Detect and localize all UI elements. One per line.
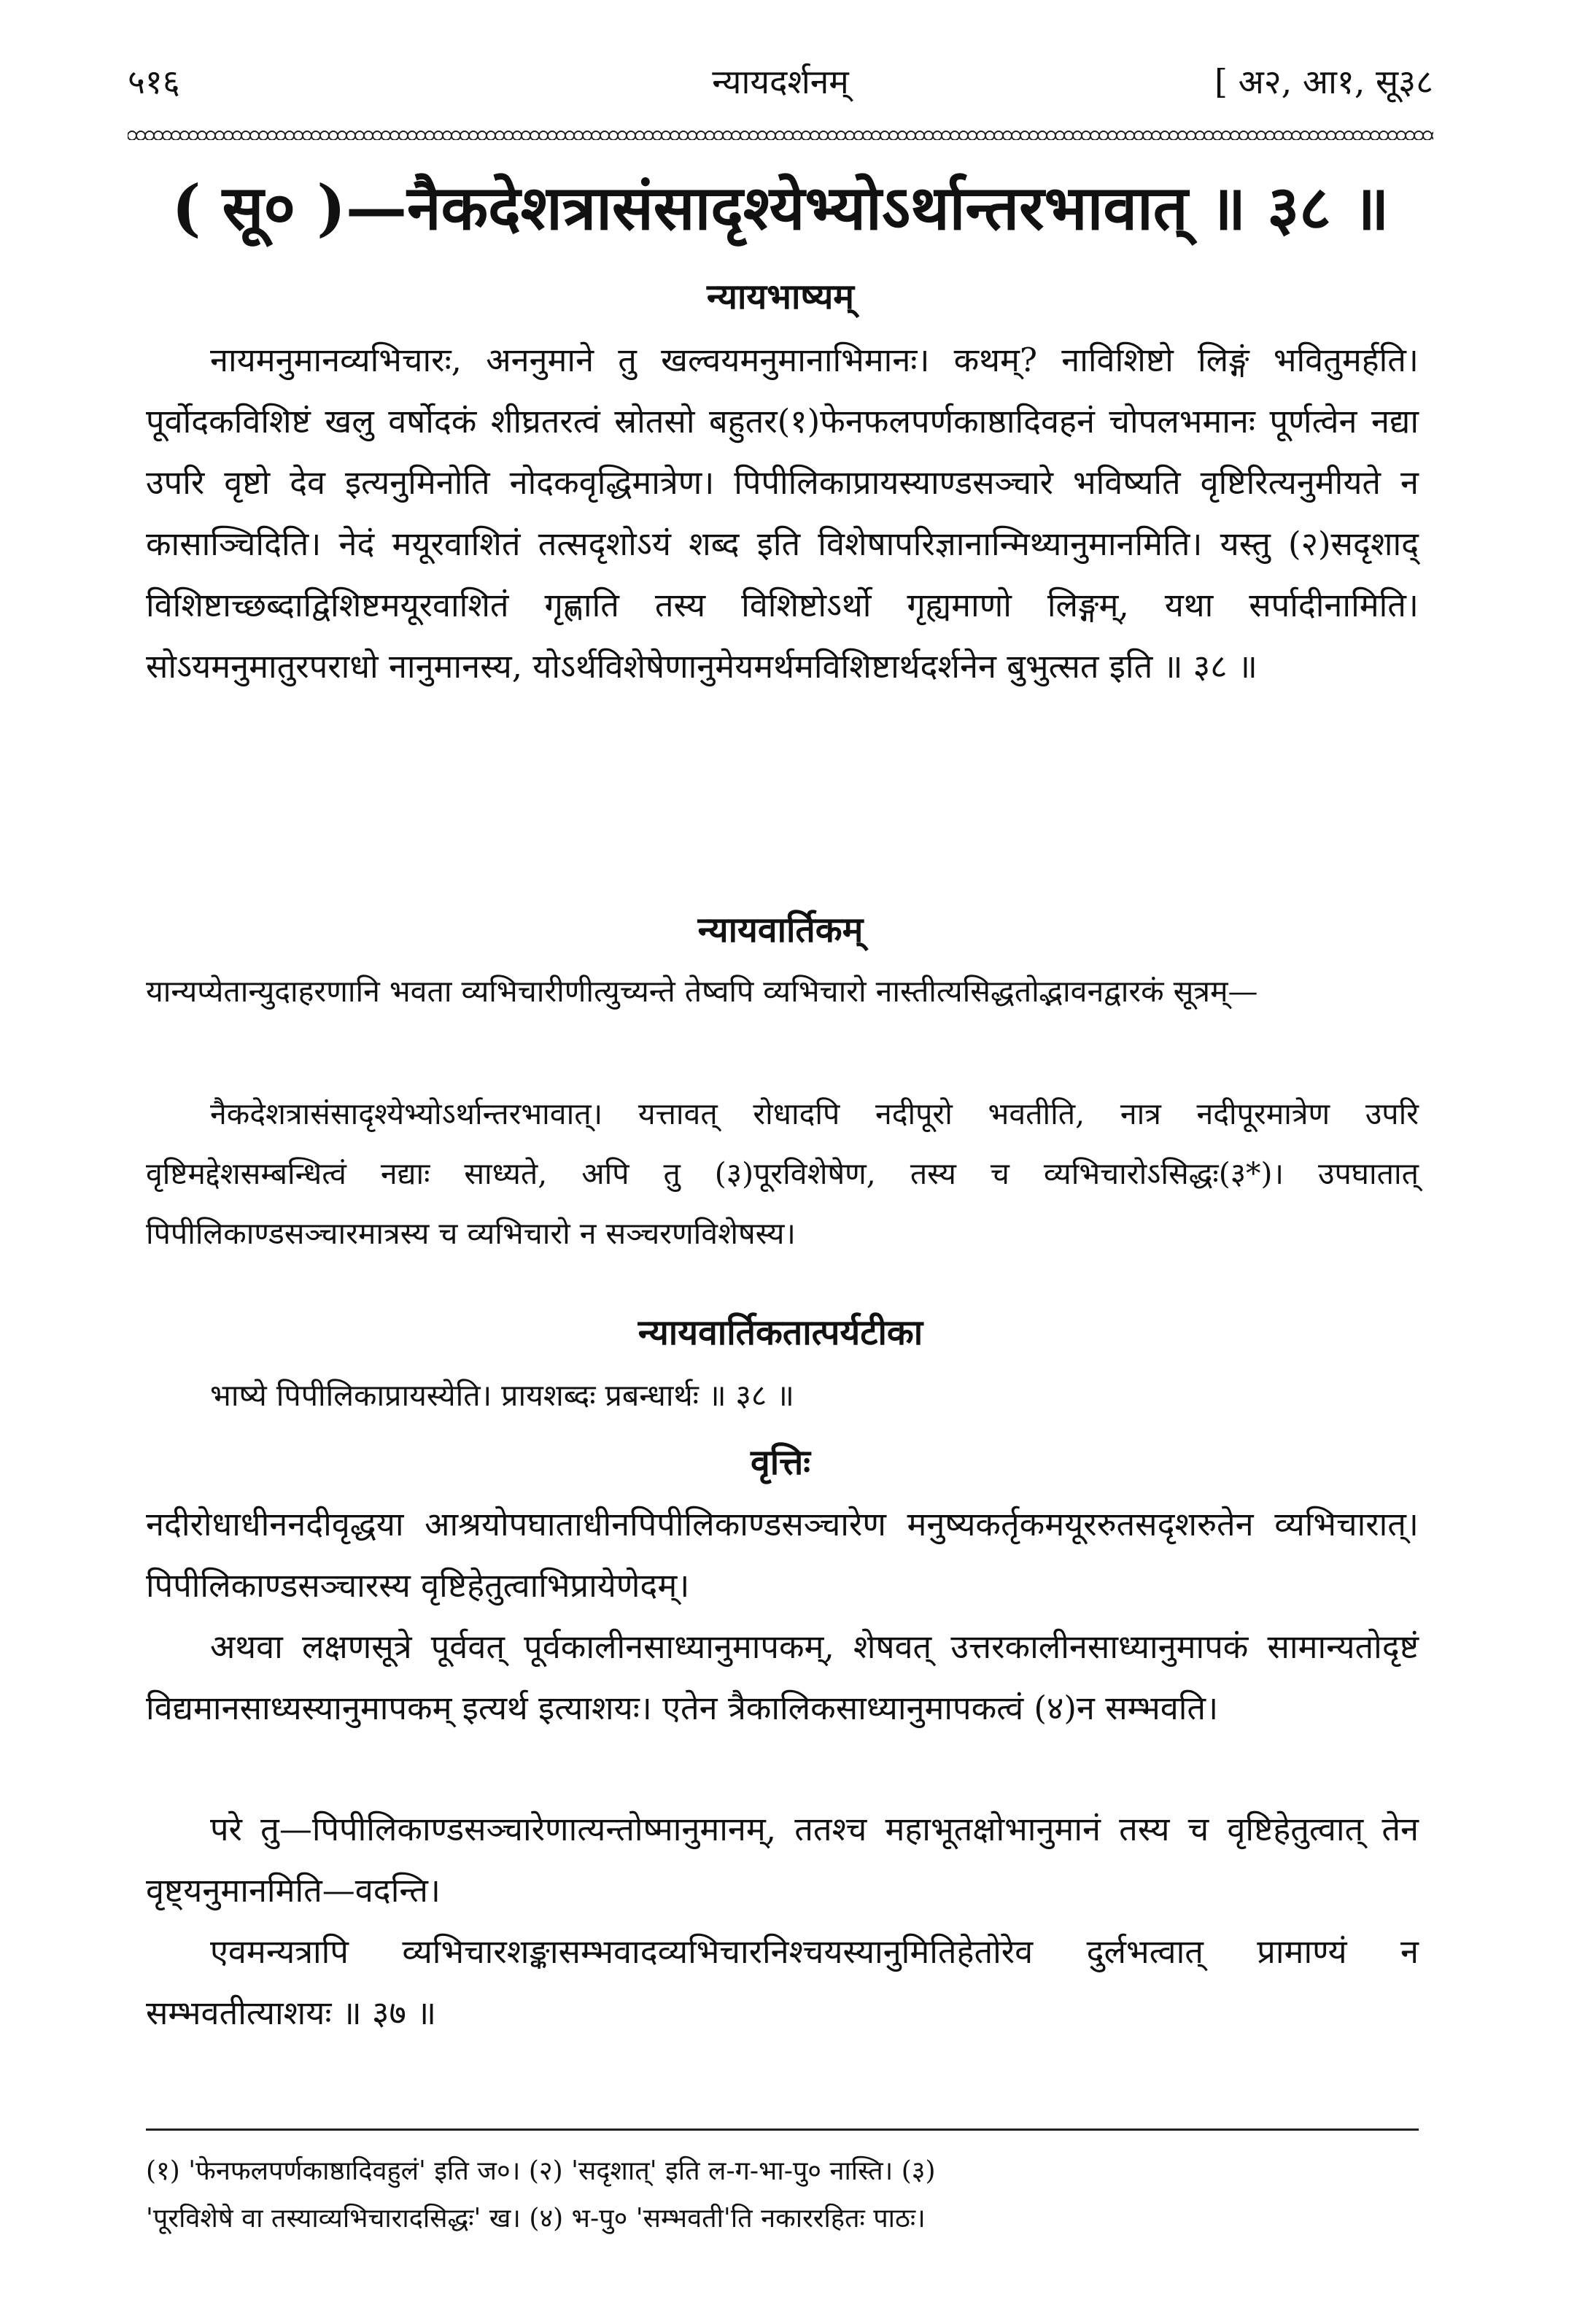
tika-title: न्यायवार्तिकतात्पर्यटीका [638,1312,923,1353]
footnote-divider [146,2129,1419,2131]
vritti-para-2: अथवा लक्षणसूत्रे पूर्ववत् पूर्वकालीनसाध्यानुमापकम्, शेषवत् उत्तरकालीनसाध्यानुमापकं सामान्यतोदृष्टं विद्यमानसाध्यस्यानुमापकम् इत्यर्थ इत्याशयः। एतेन त्रैकालिकसाध्यानुमापकत्वं (४)न सम्भवति। [146,1627,1419,1727]
sutra-heading: ( सू० )—नैकदेशत्रासंसादृश्येभ्योऽर्थान्तरभावात् ॥ ३८ ॥ [171,171,1390,244]
page-header [128,53,1433,111]
vritti-para-4: एवमन्यत्रापि व्यभिचारशङ्कासम्भवादव्यभिचारनिश्चयस्यानुमितिहेतोरेव दुर्लभत्वात् प्रामाण्यं न सम्भवतीत्याशयः ॥ ३७ ॥ [146,1932,1419,2032]
footnote-line-1: (१) 'फेनफलपर्णकाष्ठादिवहुलं' इति ज०। (२) 'सदृशात्' इति ल-ग-भा-पु० नास्ति। (३) [146,2156,936,2186]
vartika-text-2: नैकदेशत्रासंसादृश्येभ्योऽर्थान्तरभावात्। यत्तावत् रोधादपि नदीपूरो भवतीति, नात्र नदीपूरमात्रेण उपरि वृष्टिमद्देशसम्बन्धित्वं नद्याः साध्यते, अपि तु (३)पूरविशेषेण, तस्य च व्यभिचारोऽसिद्धः(३*)। उपघातात् पिपीलिकाण्डसञ्चारमात्रस्य च व्यभिचारो न सञ्चरणविशेषस्य। [146,1096,1419,1251]
section-reference: [ अ२, आ१, सू३८ [1214,62,1433,101]
vritti-para-3: परे तु—पिपीलिकाण्डसञ्चारेणात्यन्तोष्मानुमानम्, ततश्च महाभूतक्षोभानुमानं तस्य च वृष्टिहेतुत्वात् तेन वृष्ट्यनुमानमिति—वदन्ति। [146,1810,1419,1910]
bhashya-text: नायमनुमानव्यभिचारः, अननुमाने तु खल्वयमनुमानाभिमानः। कथम्? नाविशिष्टो लिङ्गं भवितुमर्हति। पूर्वोदकविशिष्टं खलु वर्षोदकं शीघ्रतरत्वं स्रोतसो बहुतर(१)फेनफलपर्णकाष्ठादिवहनं चोपलभमानः पूर्णत्वेन नद्या उपरि वृष्टो देव इत्यनुमिनोति नोदकवृद्धिमात्रेण। पिपीलिकाप्रायस्याण्डसञ्चारे भविष्यति वृष्टिरित्यनुमीयते न कासाञ्चिदिति। नेदं मयूरवाशितं तत्सदृशोऽयं शब्द इति विशेषापरिज्ञानान्मिथ्यानुमानमिति। यस्तु (२)सदृशाद् विशिष्टाच्छब्दाद्विशिष्टमयूरवाशितं गृह्णाति तस्य विशिष्टोऽर्थो गृह्यमाणो लिङ्गम्, यथा सर्पादीनामिति। सोऽयमनुमातुरपराधो नानुमानस्य, योऽर्थविशेषेणानुमेयमर्थमविशिष्टार्थदर्शनेन बुभुत्सत इति ॥ ३८ ॥ [146,341,1419,686]
vritti-title: वृत्तिः [751,1442,810,1483]
tika-text: भाष्ये पिपीलिकाप्रायस्येति। प्रायशब्दः प्रबन्धार्थः ॥ ३८ ॥ [210,1378,794,1413]
bhashya-title: न्यायभाष्यम् [706,276,855,317]
header-wavy-rule [128,125,1433,140]
footnote-line-2: 'पूरविशेषे वा तस्याव्यभिचारादसिद्धः' ख। (४) भ-पु० 'सम्भवती'ति नकाररहितः पाठः। [146,2204,926,2234]
running-title: न्यायदर्शनम् [712,62,849,101]
vartika-text-1: यान्यप्येतान्युदाहरणानि भवता व्यभिचारीणीत्युच्यन्ते तेष्वपि व्यभिचारो नास्तीत्यसिद्धतोद्भावनद्वारकं सूत्रम्— [146,974,1258,1009]
page-number: ५१६ [128,62,180,101]
vritti-para-1: नदीरोधाधीननदीवृद्धया आश्रयोपघाताधीनपिपीलिकाण्डसञ्चारेण मनुष्यकर्तृकमयूररुतसदृशरुतेन व्यभिचारात्। पिपीलिकाण्डसञ्चारस्य वृष्टिहेतुत्वाभिप्रायेणेदम्। [146,1505,1419,1605]
vartika-title: न्यायवार्तिकम् [697,910,864,950]
